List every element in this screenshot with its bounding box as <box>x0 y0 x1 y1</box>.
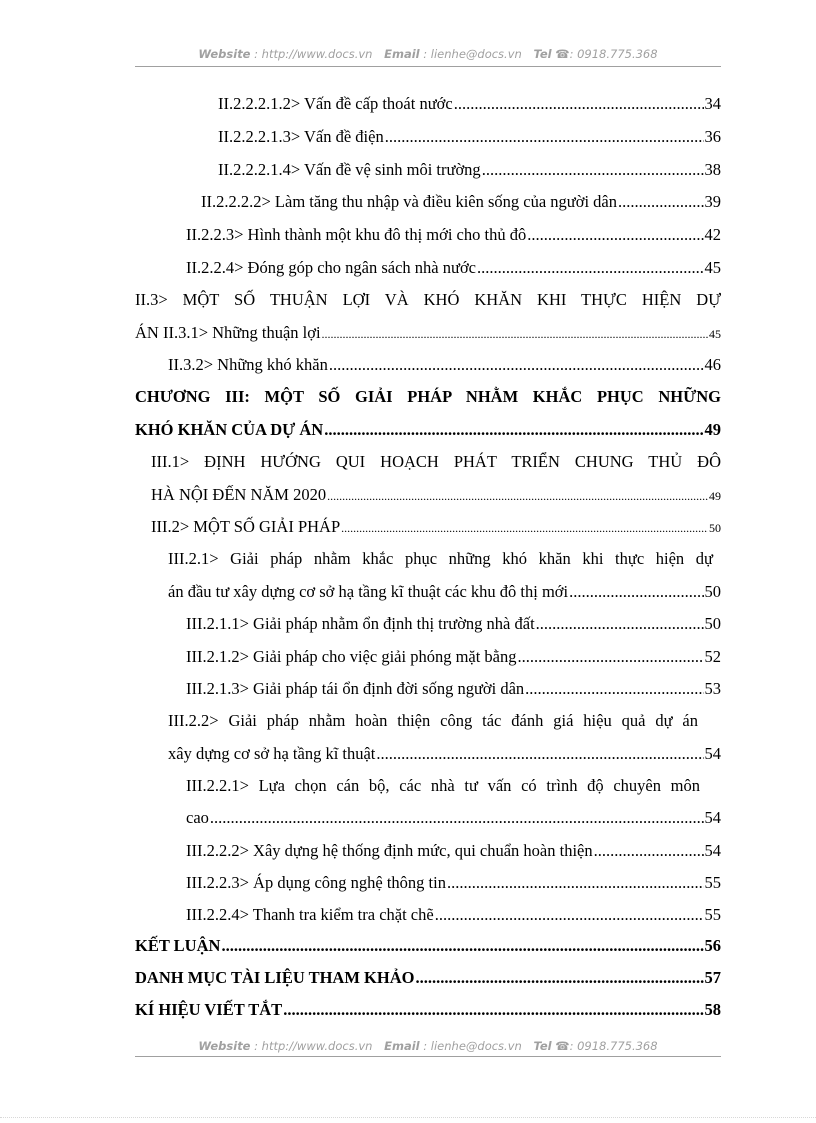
toc-entry-page: 50 <box>709 521 721 535</box>
toc-entry[interactable] <box>186 677 721 701</box>
toc-entry-page: 54 <box>704 841 721 860</box>
toc-entry-page: 54 <box>704 808 721 827</box>
toc-entry[interactable] <box>151 483 721 507</box>
toc-entry-page: 54 <box>704 744 721 763</box>
toc-entry-label: II.2.2.2.1.3> Vấn đề điện <box>218 127 384 146</box>
toc-entry[interactable] <box>218 92 721 116</box>
toc-leader-dots <box>329 353 704 377</box>
toc-entry[interactable] <box>168 742 721 766</box>
toc-entry-page: 36 <box>704 127 721 146</box>
header-tel-value: : 0918.775.368 <box>569 47 658 61</box>
footer-website-value[interactable]: : http://www.docs.vn <box>254 1039 373 1053</box>
toc-entry-page: 55 <box>704 873 721 892</box>
toc-entry-page: 50 <box>704 614 721 633</box>
toc-entry[interactable] <box>218 158 721 182</box>
toc-entry-label: III.2> MỘT SỐ GIẢI PHÁP <box>151 517 341 536</box>
toc-entry-label: DANH MỤC TÀI LIỆU THAM KHẢO <box>135 968 415 987</box>
toc-chapter-entry[interactable] <box>135 418 721 442</box>
toc-leader-dots <box>447 871 704 895</box>
toc-entry-page: 49 <box>704 420 721 439</box>
toc-leader-dots <box>594 839 704 863</box>
toc-entry-page: 45 <box>709 327 721 341</box>
footer-tel-label: Tel <box>533 1039 552 1053</box>
toc-entry-page: 45 <box>704 258 721 277</box>
toc-entry[interactable] <box>168 353 721 377</box>
toc-entry-line[interactable]: II.3> MỘT SỐ THUẬN LỢI VÀ KHÓ KHĂN KHI THỰC HIỆN DỰ <box>135 290 721 309</box>
toc-entry-label: HÀ NỘI ĐẾN NĂM 2020 <box>151 485 327 504</box>
toc-entry[interactable] <box>186 256 721 280</box>
header-website-value[interactable]: : http://www.docs.vn <box>254 47 373 61</box>
toc-leader-dots <box>482 158 704 182</box>
toc-entry-label: III.2.2.3> Áp dụng công nghệ thông tin <box>186 873 446 892</box>
header-tel-label: Tel <box>533 47 552 61</box>
toc-entry-page: 58 <box>704 1000 721 1019</box>
toc-leader-dots <box>569 580 703 604</box>
toc-leader-dots <box>283 998 703 1022</box>
toc-entry-line[interactable]: III.2.2> Giải pháp nhằm hoàn thiện công tác đánh giá hiệu quả dự án <box>168 711 698 730</box>
page-bottom-border <box>0 1117 816 1118</box>
toc-entry-label: II.2.2.4> Đóng góp cho ngân sách nhà nước <box>186 258 476 277</box>
toc-entry-page: 42 <box>704 225 721 244</box>
toc-entry-label: KÍ HIỆU VIẾT TẮT <box>135 1000 283 1019</box>
toc-leader-dots <box>525 677 703 701</box>
phone-icon: ☎ <box>555 1039 570 1053</box>
footer-email-label: Email <box>384 1039 420 1053</box>
toc-entry-page: 53 <box>704 679 721 698</box>
toc-leader-dots <box>435 903 704 927</box>
toc-entry-page: 56 <box>704 936 721 955</box>
toc-leader-dots <box>618 190 703 214</box>
toc-entry-label: III.2.2.2> Xây dựng hệ thống định mức, qui chuẩn hoàn thiện <box>186 841 593 860</box>
toc-entry[interactable] <box>151 515 721 539</box>
toc-section-entry[interactable] <box>135 998 721 1022</box>
toc-entry[interactable] <box>186 806 721 830</box>
toc-entry-page: 52 <box>704 647 721 666</box>
toc-entry-label: II.2.2.3> Hình thành một khu đô thị mới cho thủ đô <box>186 225 527 244</box>
toc-entry[interactable] <box>186 903 721 927</box>
toc-entry-label: án đầu tư xây dựng cơ sở hạ tầng kĩ thuật các khu đô thị mới <box>168 582 569 601</box>
footer-website-label: Website <box>198 1039 251 1053</box>
toc-leader-dots <box>324 418 703 442</box>
toc-entry-line[interactable]: III.1> ĐỊNH HƯỚNG QUI HOẠCH PHÁT TRIỂN CHUNG THỦ ĐÔ <box>151 452 721 471</box>
toc-entry-label: III.2.1.1> Giải pháp nhằm ổn định thị trường nhà đất <box>186 614 535 633</box>
toc-entry-line[interactable]: III.2.2.1> Lựa chọn cán bộ, các nhà tư vấn có trình độ chuyên môn <box>186 776 700 795</box>
toc-entry[interactable] <box>218 125 721 149</box>
footer-email-value[interactable]: : lienhe@docs.vn <box>423 1039 522 1053</box>
toc-entry-label: II.2.2.2.1.4> Vấn đề vệ sinh môi trường <box>218 160 481 179</box>
toc-leader-dots <box>415 966 703 990</box>
toc-leader-dots <box>385 125 704 149</box>
toc-entry-page: 39 <box>704 192 721 211</box>
toc-entry[interactable] <box>186 871 721 895</box>
toc-entry-line[interactable]: III.2.1> Giải pháp nhằm khắc phục những khó khăn khi thực hiện dự <box>168 549 713 568</box>
toc-leader-dots <box>376 742 703 766</box>
toc-section-entry[interactable] <box>135 934 721 958</box>
toc-entry-label: II.2.2.2.1.2> Vấn đề cấp thoát nước <box>218 94 453 113</box>
toc-entry[interactable] <box>186 839 721 863</box>
toc-entry-label: ÁN II.3.1> Những thuận lợi <box>135 323 321 342</box>
toc-entry[interactable] <box>168 580 721 604</box>
toc-section-entry[interactable] <box>135 966 721 990</box>
toc-chapter-line[interactable]: CHƯƠNG III: MỘT SỐ GIẢI PHÁP NHẰM KHẮC PHỤC NHỮNG <box>135 387 721 406</box>
header-website-label: Website <box>198 47 251 61</box>
toc-entry-label: cao <box>186 808 209 827</box>
toc-leader-dots <box>322 322 708 346</box>
toc-entry-page: 49 <box>709 489 721 503</box>
toc-entry-page: 57 <box>704 968 721 987</box>
toc-entry-label: KẾT LUẬN <box>135 936 221 955</box>
toc-entry-label: III.2.1.3> Giải pháp tái ổn định đời sống người dân <box>186 679 525 698</box>
toc-entry-page: 46 <box>704 355 721 374</box>
toc-entry-page: 38 <box>704 160 721 179</box>
toc-entry[interactable] <box>186 645 721 669</box>
toc-leader-dots <box>210 806 704 830</box>
header-email-value[interactable]: : lienhe@docs.vn <box>423 47 522 61</box>
toc-entry[interactable] <box>201 190 721 214</box>
toc-leader-dots <box>454 92 704 116</box>
footer-tel-value: : 0918.775.368 <box>569 1039 658 1053</box>
toc-leader-dots <box>341 516 708 540</box>
toc-entry[interactable] <box>186 612 721 636</box>
toc-entry[interactable] <box>186 223 721 247</box>
toc-leader-dots <box>527 223 703 247</box>
toc-leader-dots <box>536 612 704 636</box>
toc-leader-dots <box>477 256 704 280</box>
toc-entry-page: 34 <box>704 94 721 113</box>
header-email-label: Email <box>384 47 420 61</box>
toc-entry[interactable] <box>135 321 721 345</box>
toc-entry-page: 55 <box>704 905 721 924</box>
toc-entry-label: II.2.2.2.2> Làm tăng thu nhập và điều kiên sống của người dân <box>201 192 618 211</box>
page-footer <box>135 1039 721 1053</box>
footer-divider <box>135 1056 721 1057</box>
toc-entry-page: 50 <box>704 582 721 601</box>
toc-entry-label: xây dựng cơ sở hạ tầng kĩ thuật <box>168 744 376 763</box>
toc-entry-label: III.2.1.2> Giải pháp cho việc giải phóng mặt bằng <box>186 647 517 666</box>
toc-leader-dots <box>327 484 708 508</box>
toc-entry-label: III.2.2.4> Thanh tra kiểm tra chặt chẽ <box>186 905 434 924</box>
toc-entry-label: II.3.2> Những khó khăn <box>168 355 328 374</box>
toc-entry-label: KHÓ KHĂN CỦA DỰ ÁN <box>135 420 324 439</box>
phone-icon: ☎ <box>555 47 570 61</box>
toc-leader-dots <box>518 645 704 669</box>
toc-leader-dots <box>221 934 703 958</box>
